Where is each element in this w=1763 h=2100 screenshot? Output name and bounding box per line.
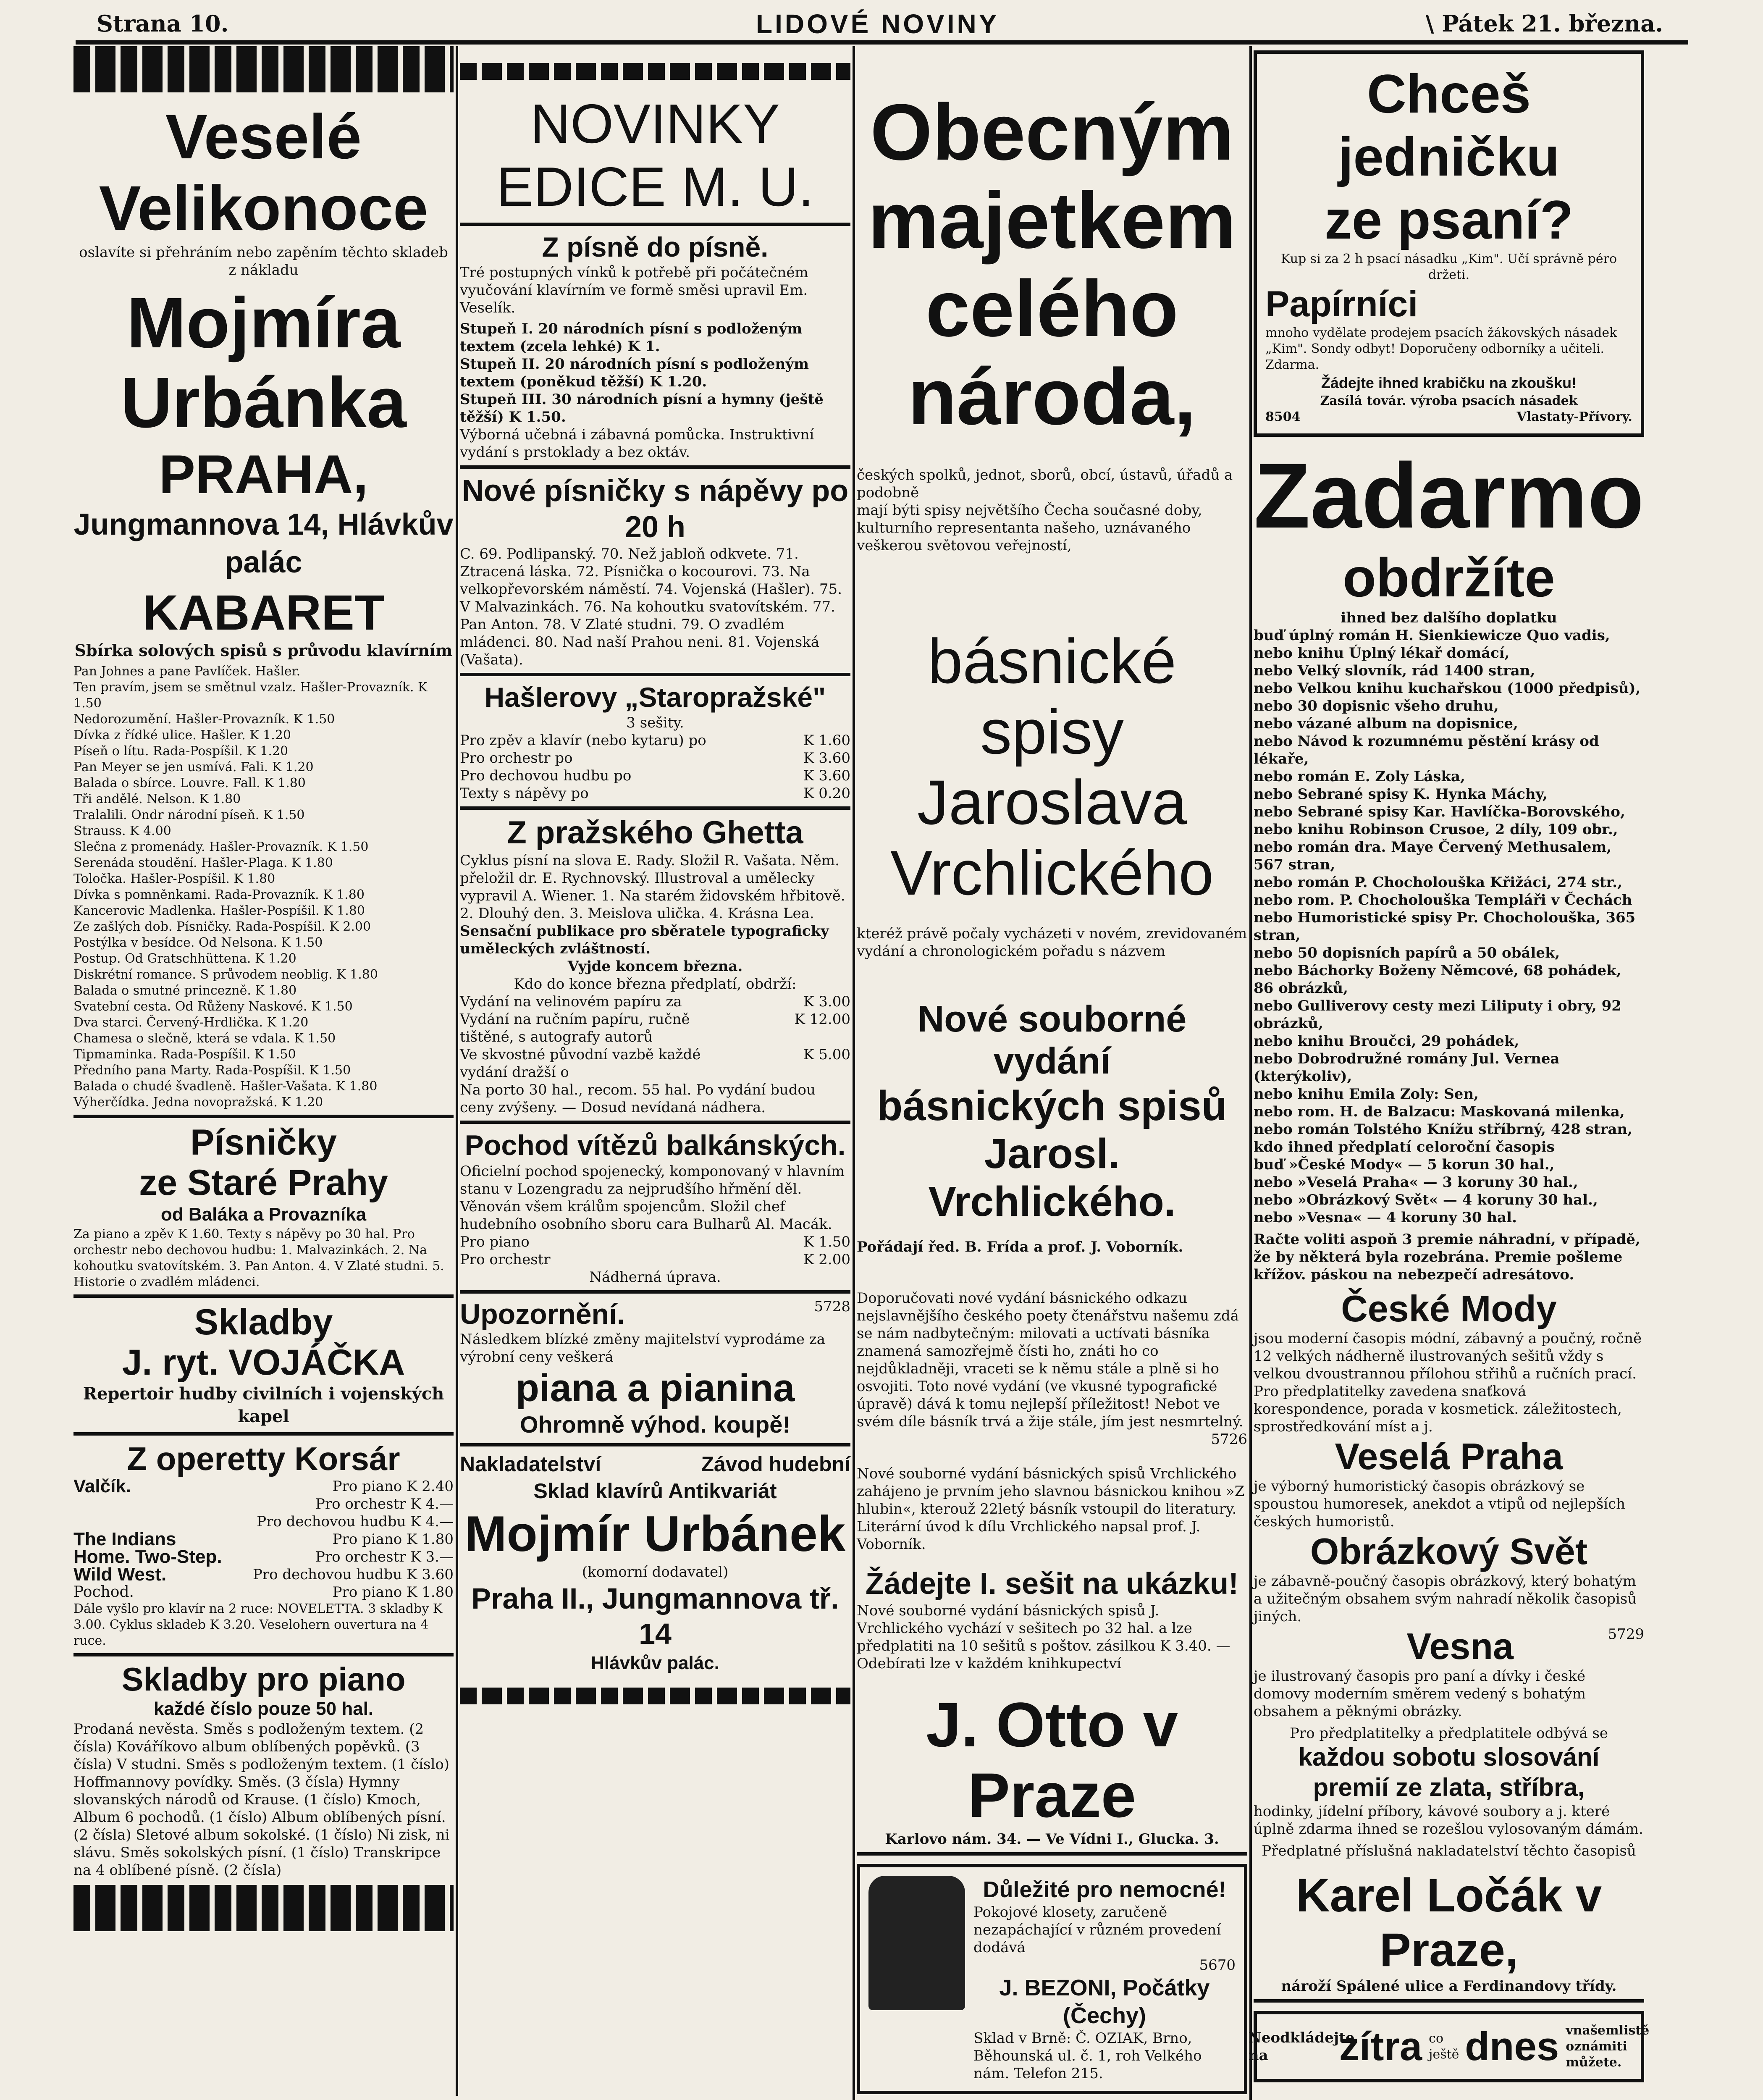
list-item: Pan Meyer se jen usmívá. Fali. K 1.20 [73, 760, 314, 774]
stupen-1: Stupeň I. 20 národních písní s podloženým textem (zcela lehké) K 1. [460, 320, 803, 355]
masthead: LIDOVÉ NOVINY [756, 9, 1000, 39]
price-row [460, 749, 850, 767]
price-label: Texty s nápěvy po [460, 785, 589, 802]
nakladatelstvi: Nakladatelství [460, 1452, 601, 1476]
item-name: The Indians [73, 1529, 176, 1549]
list-item: nebo »Vesna« — 4 koruny 30 hal. [1254, 1209, 1517, 1226]
praha-title: PRAHA, [159, 444, 368, 505]
list-item: buď úplný román H. Sienkiewicze Quo vadis, [1254, 627, 1610, 644]
narozi: nároží Spálené ulice a Ferdinandovy třídy. [1281, 1978, 1617, 1995]
item-price: Pro orchestr K 3.— [315, 1549, 454, 1565]
list-item: nebo Návod k rozumnému pěstění krásy od lékaře, [1254, 733, 1599, 767]
list-item: Postýlka v besídce. Od Nelsona. K 1.50 [73, 935, 323, 950]
racte: Račte voliti aspoň 3 premie náhradní, v případě, že by některá byla rozebrána. Premie pošleme křížov. páskou na nebezpečí adresátovo. [1254, 1231, 1640, 1283]
jaroslava: Jaroslava [917, 767, 1187, 837]
list-item: Dívka s pomněnkami. Rada-Provazník. K 1.80 [73, 887, 365, 902]
rule [460, 1443, 850, 1446]
mojmir-urbanek: Mojmír Urbánek [464, 1506, 846, 1562]
list-item: Balada o sbírce. Louvre. Fall. K 1.80 [73, 776, 306, 790]
klosety-ad [857, 1864, 1247, 2094]
doporucovati: Doporučovati nové vydání básnického odkazu nejslavnějšího českého poety čtenářstvu našemu zdá se nám nadbytečným: milovati a uctívati básníka znamená samozřejmě čísti ho, znáti ho co nejdůkladněji, vraceti se k němu stále a plně si ho osvojiti. Toto nové vydání (ve vkusné typografické úpravě) dává k tomu nejlepší příležitost! Nebot ve svém díle básník trvá a žije stále, jím jest nesmrtelný. [857, 1290, 1244, 1430]
veselé-title: Veselé Velikonoce [99, 101, 428, 243]
pro-predplatitelky: Pro předplatitelky a předplatitele odbývá se [1289, 1725, 1608, 1742]
vesna-number: 5729 [1608, 1626, 1644, 1643]
list-item: nebo Báchorky Boženy Němcové, 68 pohádek, 86 obrázků, [1254, 962, 1621, 997]
price-label: Pro zpěv a klavír (nebo kytaru) po [460, 732, 706, 749]
list-item: nebo vázané album na dopisnice, [1254, 715, 1518, 732]
list-item: Postup. Od Gratschhüttena. K 1.20 [73, 951, 296, 966]
piana-title: piana a pianina [515, 1367, 795, 1410]
nakl-row [460, 1451, 850, 1478]
price-value: K 3.60 [803, 750, 850, 766]
upozorneni-text: Následkem blízké změny majitelství vyprodáme za výrobní ceny veškerá [460, 1331, 826, 1365]
upozorneni-header [460, 1298, 850, 1331]
premie-list [1254, 627, 1644, 1226]
vesna: Vesna [1406, 1625, 1514, 1667]
predplatne: Předplatné příslušná nakladatelství těchto časopisů [1262, 1843, 1636, 1859]
ornament-border [73, 1885, 454, 1931]
vyborna: Výborná učebná i zábavná pomůcka. Instruktivní vydání s prstoklady a bez oktáv. [460, 426, 814, 461]
intro-2: mají býti spisy největšího Čecha současné doby, kulturního representanta našeho, uznávaného veškerou světovou veřejností, [857, 502, 1202, 554]
nove-vydani: Nové souborné vydání básnických spisů Vrchlického zahájeno je prvním jeho slavnou básnickou knihou »Z hlubin«, kterouž 22letý básník vstoupil do literatury. Literární úvod k dílu Vrchlického napsal prof. J. Voborník. [857, 1465, 1245, 1553]
price-row [73, 1495, 454, 1513]
item-name: Valčík. [73, 1476, 131, 1496]
item-name: Home. Two-Step. [73, 1546, 222, 1567]
vesna-row [1254, 1625, 1644, 1667]
price-row [73, 1513, 454, 1530]
ktere: kteréž právě počaly vycházeti v novém, zrevidovaném vydání a chronologickém pořadu s názvem [857, 925, 1247, 960]
veselé-sub: oslavíte si přehráním nebo zapěním těchto skladeb z nákladu [79, 244, 448, 278]
price-row [460, 1233, 850, 1251]
korsar-items [73, 1478, 454, 1601]
pochod-title: Pochod vítězů balkánských. [464, 1129, 846, 1161]
basnicke-spisy: básnické spisy [927, 626, 1177, 767]
korsar-title: Z operetty Korsár [127, 1440, 400, 1477]
vlastaty-row [1265, 409, 1632, 425]
list-item: nebo Dobrodružné romány Jul. Vernea (kterýkoliv), [1254, 1050, 1560, 1085]
karlovo: Karlovo nám. 34. — Ve Vídni I., Glucka. 3. [885, 1831, 1219, 1848]
rule [73, 1653, 454, 1656]
list-item: nebo rom. H. de Balzacu: Maskovaná milenka, [1254, 1103, 1625, 1120]
list-item: nebo knihu Broučci, 29 pohádek, [1254, 1033, 1519, 1050]
list-item: nebo román E. Zoly Láska, [1254, 768, 1465, 785]
prodana-text: Prodaná nevěsta. Směs s podloženým textem. (2 čísla) Kováříkovo album oblíbených popěvků. (3 čísla) V studni. Směs s podloženým textem. (1 číslo) Hoffmannovy povídky. Směs. (3 čísla) Hymny slovanských národů od Krause. (1 číslo) Kmoch, Album 6 pochodů. (1 číslo) Album oblíbených písní. (2 čísla) Sletové album sokolské. (1 číslo) Ni zisk, ni slávu. Směs sokolských písní. (1 číslo) Transkripce na 4 oblíbené písně. (2 čísla) [73, 1721, 450, 1879]
ze-stare-prahy: ze Staré Prahy [139, 1163, 388, 1203]
price-row [460, 767, 850, 785]
list-item: Dva starci. Červený-Hrdlička. K 1.20 [73, 1015, 309, 1030]
ghetto-sensation: Sensační publikace pro sběratele typograficky uměleckých zvláštností. [460, 923, 829, 957]
list-item: Tipmaminka. Rada-Pospíšil. K 1.50 [73, 1047, 296, 1062]
z-pisne-title: Z písně do písně. [542, 231, 769, 262]
rule [1254, 1999, 1644, 2003]
item-price: Pro piano K 1.80 [332, 1531, 454, 1548]
column-1 [73, 46, 454, 2096]
dnes: dnes [1465, 2024, 1559, 2069]
list-item: Píseň o lítu. Rada-Pospíšil. K 1.20 [73, 744, 289, 759]
list-item: Svatební cesta. Od Růženy Naskové. K 1.50 [73, 999, 353, 1014]
stupen-3: Stupeň III. 30 národních písní a hymny (ještě těžší) K 1.50. [460, 391, 824, 425]
nove-pisnicky-text: C. 69. Podlipanský. 70. Než jabloň odkvete. 71. Ztracená láska. 72. Písnička o kocourovi. 73. Na velkopřevorském náměstí. 74. Vojenská (Hašler). 75. V Malvazinkách. 76. Na kohoutku svatovítském. 77. Pan Anton. 78. V Zlaté studni. 79. O zvadlém mládenci. 80. Nad naší Prahou neni. 81. Vojenská (Vašata). [460, 546, 842, 668]
ze-psani: ze psaní? [1324, 189, 1574, 250]
kup-si: Kup si za 2 h psací násadku „Kim". Učí správně péro držeti. [1280, 252, 1617, 282]
list-item: Tralalili. Ondr národní píseň. K 1.50 [73, 808, 305, 822]
zadejte-text: Nové souborné vydání básnických spisů J. Vrchlického vychází v sešitech po 32 hal. a lze předplatiti na 10 sešitů s poštov. zásilkou K 3.40. — Odebírati lze v každém knihkupectví [857, 1602, 1230, 1672]
price-row [73, 1583, 454, 1601]
list-item: nebo knihu Emila Zoly: Sen, [1254, 1086, 1479, 1102]
pisnicky-title: Písničky [190, 1122, 337, 1163]
page-header [84, 6, 1680, 39]
list-item: Dívka z řídké ulice. Hašler. K 1.20 [73, 728, 291, 743]
komorni: (komorní dodavatel) [582, 1564, 729, 1580]
praha-address: Praha II., Jungmannova tř. 14 [471, 1582, 839, 1650]
pokojove: Pokojové klosety, zaručeně nezapáchající v různém provedení dodává [973, 1904, 1221, 1956]
vyjde: Vyjde koncem března. [567, 958, 743, 975]
zasila: Zasílá továr. výroba psacích násadek [1320, 394, 1578, 408]
list-item: nebo Gulliverovy cesty mezi Liliputy i obry, 92 obrázků, [1254, 998, 1621, 1032]
celeho: celého [926, 264, 1178, 353]
kdo: Kdo do konce března předplatí, obdrží: [514, 976, 797, 992]
vesela-praha: Veselá Praha [1335, 1436, 1563, 1477]
rule [460, 465, 850, 469]
list-item: Tři andělé. Nelson. K 1.80 [73, 792, 241, 806]
nove-souborne: Nové souborné vydání [917, 998, 1187, 1082]
list-item: Předního pana Marty. Rada-Pospíšil. K 1.50 [73, 1063, 351, 1078]
naroda: národa, [908, 352, 1196, 441]
item-price: Pro orchestr K 4.— [315, 1496, 454, 1512]
header-rule [76, 40, 1688, 45]
locak: Karel Ločák v Praze, [1296, 1869, 1602, 1976]
item-name: Pochod. [73, 1583, 134, 1601]
price-label: Pro piano [460, 1234, 530, 1250]
edice-title: EDICE M. U. [496, 156, 814, 218]
hlavkuv-palac: Hlávkův palác. [591, 1653, 719, 1673]
page-date: \ Pátek 21. března. [1425, 10, 1663, 37]
obrazkovy-svet: Obrázkový Svět [1310, 1530, 1588, 1572]
rule [460, 673, 850, 676]
repertoir: Repertoir hudby civilních i vojenských kapel [83, 1384, 444, 1426]
price-value: K 0.20 [803, 785, 850, 802]
mojmira-title: Mojmíra Urbánka [121, 283, 407, 443]
list-item: Pan Johnes a pane Pavlíček. Hašler. [73, 664, 301, 679]
price-row [460, 1011, 850, 1046]
price-value: K 3.00 [803, 993, 850, 1010]
commode-icon [868, 1876, 965, 2010]
sklad-brno: Sklad v Brně: Č. OZIAK, Brno, Běhounská ul. č. 1, roh Velkého nám. Telefon 215. [973, 2030, 1202, 2082]
skladby-title: Skladby [194, 1302, 333, 1342]
vrchlickeho: Vrchlického [890, 837, 1214, 908]
price-row [73, 1566, 454, 1583]
price-row [460, 785, 850, 802]
dulezite: Důležité pro nemocné! [983, 1877, 1226, 1902]
otto-title: J. Otto v Praze [926, 1689, 1178, 1830]
column-2 [460, 46, 850, 2096]
pochod-text: Oficielní pochod spojenecký, komponovaný v hlavním stanu v Lozengradu za nejprudšího hřmění děl. Věnován všem králům spojencům. Složil chef hudebního osobního sboru cara Bulharů Al. Macák. [460, 1163, 845, 1233]
kabaret-sub: Sbírka solových spisů s průvodu klavírním [74, 641, 453, 660]
price-row [73, 1530, 454, 1548]
poradaji: Pořádají řed. B. Frída a prof. J. Voborník. [857, 1239, 1183, 1255]
prodana-title: Skladby pro piano [121, 1661, 406, 1698]
list-item: nebo 30 dopisnic všeho druhu, [1254, 698, 1499, 714]
price-value: K 5.00 [803, 1046, 850, 1063]
list-item: Výherčídka. Jedna novopražská. K 1.20 [73, 1095, 323, 1110]
list-item: nebo knihu Robinson Crusoe, 2 díly, 109 obr., [1254, 821, 1618, 838]
kabaret-title: KABARET [142, 585, 385, 640]
list-item: nebo rom. P. Chocholouška Templáři v Čechách [1254, 892, 1632, 908]
nove-pisnicky-title: Nové písničky s nápěvy po 20 h [462, 474, 849, 544]
z-pisne-text: Tré postupných vínků k potřebě při počátečném vyučování klavírním ve formě směsi upravil Em. Veselík. [460, 264, 808, 316]
price-row [460, 732, 850, 749]
zavod-hudebni: Závod hudební [701, 1452, 850, 1476]
price-row [73, 1478, 454, 1495]
rule [73, 1432, 454, 1436]
papirnici-text: mnoho vydělate prodejem psacích žákovských násadek „Kim". Sondy odbyt! Doporučeny odborníky a učiteli. Zdarma. [1265, 326, 1617, 372]
list-item: Serenáda stoudění. Hašler-Plaga. K 1.80 [73, 856, 333, 870]
kabaret-list [73, 664, 454, 1110]
rule [857, 1852, 1247, 1856]
vojacka-title: J. ryt. VOJÁČKA [122, 1342, 405, 1383]
price-label: Ve skvostné původní vazbě každé vydání dražší o [460, 1046, 701, 1081]
rule [460, 223, 850, 226]
rule [73, 1115, 454, 1118]
obdrzite: obdržíte [1343, 547, 1555, 608]
list-item: kdo ihned předplatí celoroční časopis [1254, 1139, 1555, 1155]
ornament-border [73, 46, 454, 92]
price-row [73, 1548, 454, 1566]
hodinky: hodinky, jídelní příbory, kávové soubory a j. které úplně zdarma ihned se rozešlou vylosovaným dámám. [1254, 1803, 1643, 1838]
rule [460, 806, 850, 810]
price-row [460, 993, 850, 1011]
price-label: Pro dechovou hudbu po [460, 767, 632, 784]
upozorneni-number: 5728 [814, 1298, 850, 1315]
novinky-title: NOVINKY [530, 93, 780, 155]
chces-jednicku: Chceš jedničku [1338, 63, 1560, 187]
vesna-text: je ilustrovaný časopis pro paní a dívky i české domovy moderním směrem vedený s bohatým obsahem a pěknými obrázky. [1254, 1668, 1586, 1720]
list-item: Nedorozumění. Hašler-Provazník. K 1.50 [73, 712, 335, 727]
novelletta: Dále vyšlo pro klavír na 2 ruce: NOVELETTA. 3 skladby K 3.00. Cyklus skladeb K 3.20. Veselohern ouvertura na 4 ruce. [73, 1601, 443, 1648]
zadejte-sesit: Žádejte I. sešit na ukázku! [865, 1567, 1239, 1601]
ornament-border [460, 63, 850, 80]
jarosl-vrchlickeho: Jarosl. Vrchlického. [928, 1130, 1176, 1225]
sesity: 3 sešity. [626, 714, 684, 731]
price-value: K 1.60 [803, 732, 850, 749]
price-value: K 1.50 [803, 1234, 850, 1250]
papirnici: Papírníci [1265, 284, 1418, 324]
porto: Na porto 30 hal., recom. 55 hal. Po vydání budou ceny zvýšeny. — Dosud nevídaná nádhera. [460, 1082, 816, 1116]
item-name: Wild West. [73, 1564, 167, 1585]
premii-zlata: premií ze zlata, stříbra, [1313, 1773, 1585, 1801]
co-jeste: co ještě [1429, 2031, 1459, 2062]
rule [460, 1121, 850, 1124]
vesela-praha-text: je výborný humoristický časopis obrázkový se spoustou humoresek, anekdot a vtipů od nejlepších českých humoristů. [1254, 1478, 1626, 1530]
item-price: Pro piano K 2.40 [332, 1478, 454, 1495]
column-divider [1249, 46, 1252, 2100]
bezoni: J. BEZONI, Počátky (Čechy) [999, 1975, 1210, 2028]
address: Jungmannova 14, Hlávkův palác [73, 508, 454, 579]
intro-1: českých spolků, jednot, sborů, obcí, ústavů, úřadů a podobně [857, 467, 1233, 501]
list-item: Balada o smutné princezně. K 1.80 [73, 983, 297, 998]
ornament-border [460, 1688, 850, 1704]
list-item: nebo román P. Chocholouška Křižáci, 274 str., [1254, 874, 1622, 891]
list-item: nebo Humoristické spisy Pr. Chocholouška, 365 stran, [1254, 909, 1636, 944]
list-item: nebo román Tolstého Knížu stříbrný, 428 stran, [1254, 1121, 1632, 1138]
ihned: ihned bez dalšího doplatku [1341, 609, 1557, 626]
vlastaty: Vlastaty-Přívory. [1516, 410, 1632, 424]
zadarmo: Zadarmo [1254, 444, 1644, 547]
neodkladejte: Neodkládejte na [1248, 2029, 1355, 2064]
neodkladejte-ad [1248, 2011, 1650, 2082]
kazdou-sobotu: každou sobotu slosování [1298, 1743, 1600, 1771]
list-item: Toločka. Hašler-Pospíšil. K 1.80 [73, 872, 275, 886]
page-number: Strana 10. [97, 10, 229, 37]
sklad-klaviru: Sklad klavírů Antikvariát [533, 1479, 777, 1503]
list-item: nebo Velkou knihu kuchařskou (1000 předpisů), [1254, 680, 1641, 697]
list-item: Diskrétní romance. S průvodem neoblig. K 1.80 [73, 967, 378, 982]
kim-ad [1254, 50, 1644, 437]
ceske-mody: České Mody [1341, 1288, 1557, 1329]
price-value: K 2.00 [803, 1251, 850, 1268]
list-item: Ze zašlých dob. Písničky. Rada-Pospíšil. K 2.00 [73, 919, 371, 934]
item-price: Pro dechovou hudbu K 3.60 [252, 1566, 454, 1583]
list-item: buď »České Mody« — 5 korun 30 hal., [1254, 1156, 1555, 1173]
price-value: K 3.60 [803, 767, 850, 784]
price-label: Vydání na ručním papíru, ručně tištěné, s autografy autorů [460, 1011, 690, 1045]
upozorneni-title: Upozornění. [460, 1298, 625, 1330]
list-item: Ten pravím, jsem se smětnul vzalz. Hašler-Provazník. K 1.50 [73, 680, 428, 711]
list-item: nebo Sebrané spisy K. Hynka Máchy, [1254, 786, 1548, 803]
item-price: Pro piano K 1.80 [332, 1584, 454, 1601]
price-label: Pro orchestr [460, 1251, 551, 1268]
klosety-number: 5670 [1199, 1957, 1236, 1974]
ohromne: Ohromně výhod. koupě! [519, 1411, 791, 1438]
list-item: nebo román dra. Maye Červený Methusalem, 567 stran, [1254, 839, 1612, 873]
list-item: Strauss. K 4.00 [73, 824, 171, 838]
list-item: nebo Velký slovník, rád 1400 stran, [1254, 662, 1535, 679]
list-item: nebo »Veselá Praha« — 3 koruny 30 hal., [1254, 1174, 1578, 1191]
price-label: Vydání na velinovém papíru za [460, 993, 682, 1010]
price-row [460, 1251, 850, 1268]
column-divider [853, 46, 855, 2100]
dopor-number: 5726 [1211, 1431, 1247, 1448]
basnickych-spisu: básnických spisů [877, 1082, 1227, 1129]
price-label: Pro orchestr po [460, 750, 573, 766]
column-4 [1248, 46, 1650, 2100]
list-item: Chamesa o slečně, která se vdala. K 1.50 [73, 1031, 336, 1046]
list-item: nebo knihu Úplný lékař domácí, [1254, 645, 1510, 662]
list-item: nebo 50 dopisních papírů a 50 obálek, [1254, 945, 1560, 961]
majetkem: majetkem [868, 176, 1236, 265]
obrazkovy-svet-text: je zábavně-poučný časopis obrázkový, který bohatým a užitečným obsahem svým nahradí několik časopisů jiných. [1254, 1573, 1637, 1625]
ceske-mody-text: jsou moderní časopis módní, zábavný a poučný, ročně 12 velkých nádherně ilustrovaných sešitů vždy s velkou dvoustrannou přílohou střihů a ručních prací. Pro předplatitelky zavedena snaťková korespondence, porada v kosmetick. záležitostech, sprostředkování míst a j. [1254, 1330, 1642, 1435]
list-item: nebo Sebrané spisy Kar. Havlíčka-Borovského, [1254, 803, 1625, 820]
list-item: nebo »Obrázkový Svět« — 4 koruny 30 hal., [1254, 1192, 1598, 1208]
list-item: Balada o chudé švadleně. Hašler-Vašata. K 1.80 [73, 1079, 378, 1094]
rule [460, 1290, 850, 1294]
item-price: Pro dechovou hudbu K 4.— [257, 1513, 454, 1530]
rule [73, 1294, 454, 1298]
ghetto-title: Z pražského Ghetta [507, 815, 803, 850]
list-item: Kancerovic Madlenka. Hašler-Pospíšil. K 1.80 [73, 903, 365, 918]
obecnym: Obecným [870, 88, 1234, 177]
nadherna: Nádherná úprava. [589, 1269, 721, 1286]
column-3 [857, 46, 1247, 2100]
zadejte-krabicku: Žádejte ihned krabičku na zkoušku! [1321, 374, 1577, 391]
hasler-title: Hašlerovy „Staropražské" [484, 682, 826, 713]
zasila-number: 8504 [1265, 410, 1301, 424]
vnasem-liste: vnašemlistě oznámiti můžete. [1566, 2023, 1650, 2070]
pisnicky-text: Za piano a zpěv K 1.60. Texty s nápěvy po 30 hal. Pro orchestr nebo dechovou hudbu: 1. Malvazinkách. 2. Na kohoutku svatovítském. 3. Pan Anton. 4. V Zlaté studni. 5. Historie o zvadlém mládenci. [73, 1227, 444, 1289]
kazde-cislo: každé číslo pouze 50 hal. [153, 1698, 374, 1719]
column-divider [456, 46, 458, 2096]
ghetto-text: Cyklus písní na slova E. Rady. Složil R. Vašata. Něm. přeložil dr. E. Rychnovský. Illustroval a umělecky vypravil A. Wiener. 1. Na starém židovském hřbitově. 2. Dlouhý den. 3. Meislova ulička. 4. Krásna Lea. [460, 852, 845, 922]
stupen-2: Stupeň II. 20 národních písní s podloženým textem (poněkud těžší) K 1.20. [460, 356, 809, 390]
zitra: zítra [1339, 2024, 1422, 2069]
price-row [460, 1046, 850, 1081]
list-item: Slečna z promenády. Hašler-Provazník. K 1.50 [73, 840, 369, 854]
od-balaka: od Baláka a Provazníka [160, 1204, 367, 1225]
price-value: K 12.00 [794, 1011, 850, 1028]
